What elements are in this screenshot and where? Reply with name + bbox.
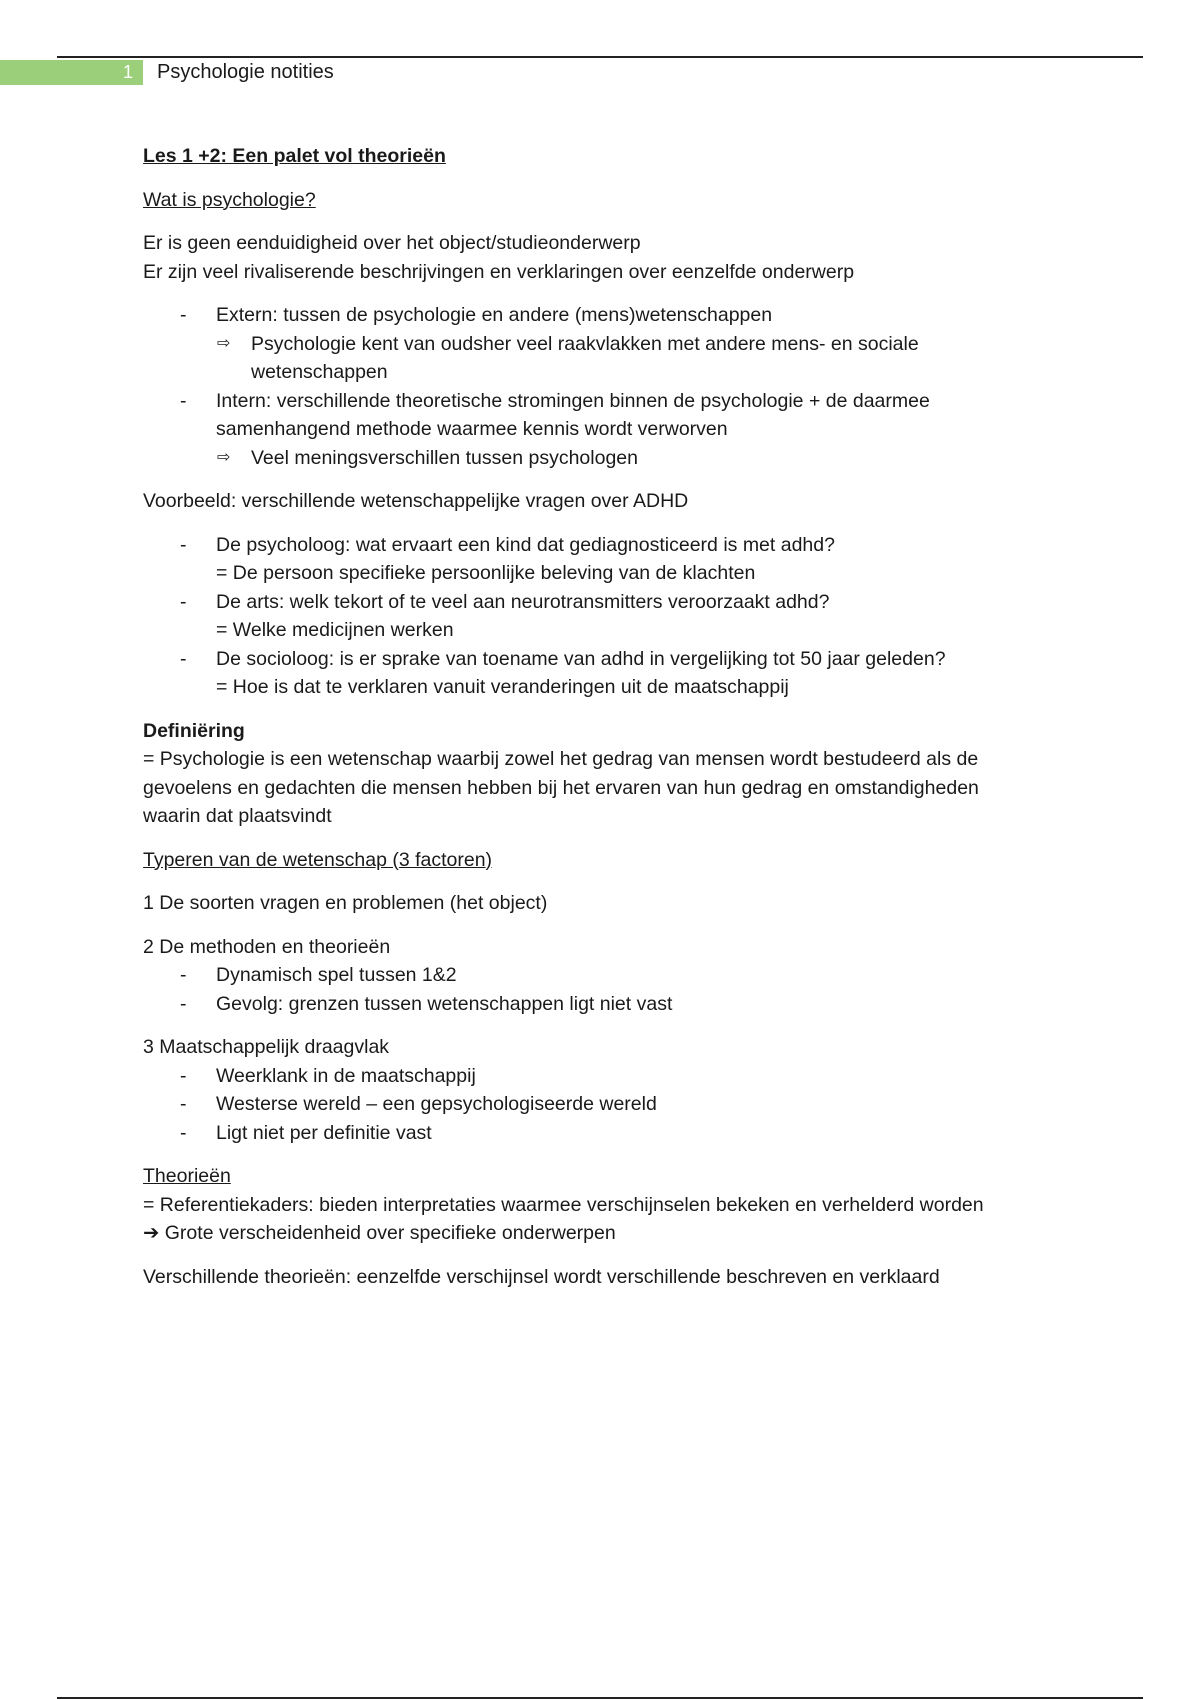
dash-bullet: - <box>180 1093 187 1115</box>
section-heading: Typeren van de wetenschap (3 factoren) <box>143 848 493 871</box>
section-heading: Definiëring <box>143 719 245 742</box>
list-item: - De socioloog: is er sprake van toename van adhd in vergelijking tot 50 jaar geleden? = Hoe is dat te verklaren vanuit veranderingen uit de maatschappij <box>143 645 1043 702</box>
paragraph: Er zijn veel rivaliserende beschrijvingen en verklaringen over eenzelfde onderwerp <box>143 260 855 283</box>
sub-list-item: ⇨ Veel meningsverschillen tussen psychologen <box>143 444 1043 473</box>
paragraph: waarin dat plaatsvindt <box>143 805 332 827</box>
dash-bullet: - <box>180 590 187 613</box>
paragraph: gevoelens en gedachten die mensen hebben bij het ervaren van hun gedrag en omstandigheden <box>143 776 979 799</box>
paragraph: 3 Maatschappelijk draagvlak <box>143 1036 390 1058</box>
list-item: - Gevolg: grenzen tussen wetenschappen ligt niet vast <box>143 990 1043 1019</box>
dash-bullet: - <box>180 964 187 986</box>
dash-bullet: - <box>180 992 187 1015</box>
paragraph: ➔ Grote verscheidenheid over specifieke onderwerpen <box>143 1222 616 1244</box>
lesson-title: Les 1 +2: Een palet vol theorieën <box>143 145 446 167</box>
list-item: - Intern: verschillende theoretische stromingen binnen de psychologie + de daarmee samenhangend methode waarmee kennis wordt verworven <box>143 387 1043 444</box>
list-item: - De psycholoog: wat ervaart een kind dat gediagnosticeerd is met adhd? = De persoon specifieke persoonlijke beleving van de klachten <box>143 531 1043 588</box>
sub-list-item: ⇨ Psychologie kent van oudsher veel raakvlakken met andere mens- en sociale wetenschappen <box>143 330 1043 387</box>
paragraph: 2 De methoden en theorieën <box>143 935 391 958</box>
page-number-badge <box>0 60 143 85</box>
dash-bullet: - <box>180 1064 187 1087</box>
page-number: 1 <box>122 62 133 82</box>
dash-bullet: - <box>180 1121 187 1144</box>
list-item: - Extern: tussen de psychologie en andere (mens)wetenschappen <box>143 301 1043 330</box>
arrow-right-icon: ➔ <box>143 1222 160 1244</box>
paragraph: = Psychologie is een wetenschap waarbij zowel het gedrag van mensen wordt bestudeerd als de <box>143 748 979 770</box>
list-item: - De arts: welk tekort of te veel aan neurotransmitters veroorzaakt adhd? = Welke medicijnen werken <box>143 588 1043 645</box>
paragraph: Voorbeeld: verschillende wetenschappelijke vragen over ADHD <box>143 490 689 512</box>
dash-bullet: - <box>180 304 187 326</box>
arrow-outline-icon: ⇨ <box>217 334 231 352</box>
dash-bullet: - <box>180 533 187 556</box>
paragraph: Er is geen eenduidigheid over het object/studieonderwerp <box>143 232 641 254</box>
document-body <box>143 142 1043 1291</box>
section-heading: Theorieën <box>143 1165 231 1187</box>
arrow-outline-icon: ⇨ <box>217 448 231 466</box>
list-item: - Weerklank in de maatschappij <box>143 1062 1043 1091</box>
header-title: Psychologie notities <box>157 61 334 83</box>
dash-bullet: - <box>180 647 187 670</box>
paragraph: = Referentiekaders: bieden interpretaties waarmee verschijnselen bekeken en verhelderd worden <box>143 1193 984 1216</box>
paragraph: 1 De soorten vragen en problemen (het object) <box>143 892 548 914</box>
header-rule <box>57 56 1143 58</box>
list-item: - Dynamisch spel tussen 1&2 <box>143 961 1043 990</box>
list-item: - Ligt niet per definitie vast <box>143 1119 1043 1148</box>
dash-bullet: - <box>180 389 187 412</box>
section-heading: Wat is psychologie? <box>143 188 316 211</box>
list-item: - Westerse wereld – een gepsychologiseerde wereld <box>143 1090 1043 1119</box>
paragraph: Verschillende theorieën: eenzelfde verschijnsel wordt verschillende beschreven en verklaard <box>143 1265 940 1288</box>
footer-rule <box>57 1697 1143 1699</box>
